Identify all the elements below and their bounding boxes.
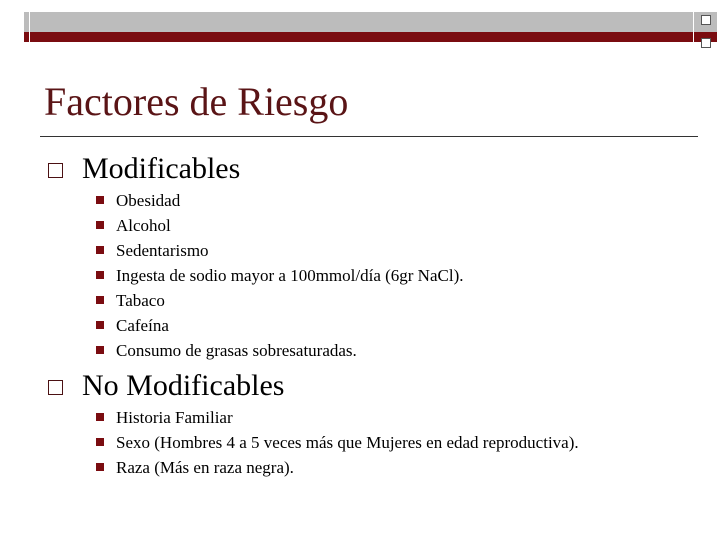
square-bullet-icon bbox=[96, 321, 104, 329]
square-bullet-icon bbox=[96, 346, 104, 354]
header-red-strip bbox=[23, 32, 717, 42]
square-bullet-icon bbox=[96, 463, 104, 471]
square-bullet-icon bbox=[96, 438, 104, 446]
title-divider bbox=[40, 136, 698, 137]
slide-title: Factores de Riesgo bbox=[44, 79, 349, 124]
square-bullet-icon bbox=[96, 246, 104, 254]
header-decoration-bar bbox=[23, 12, 717, 42]
corner-square-icon bbox=[701, 15, 711, 25]
header-tick bbox=[693, 12, 694, 42]
square-bullet-icon bbox=[96, 221, 104, 229]
hollow-square-bullet-icon bbox=[48, 163, 63, 178]
header-tick bbox=[29, 12, 30, 42]
corner-square-icon bbox=[701, 38, 711, 48]
square-bullet-icon bbox=[96, 296, 104, 304]
header-gray-strip bbox=[23, 12, 717, 32]
square-bullet-icon bbox=[96, 271, 104, 279]
hollow-square-bullet-icon bbox=[48, 380, 63, 395]
header-tick bbox=[23, 12, 24, 42]
square-bullet-icon bbox=[96, 196, 104, 204]
square-bullet-icon bbox=[96, 413, 104, 421]
